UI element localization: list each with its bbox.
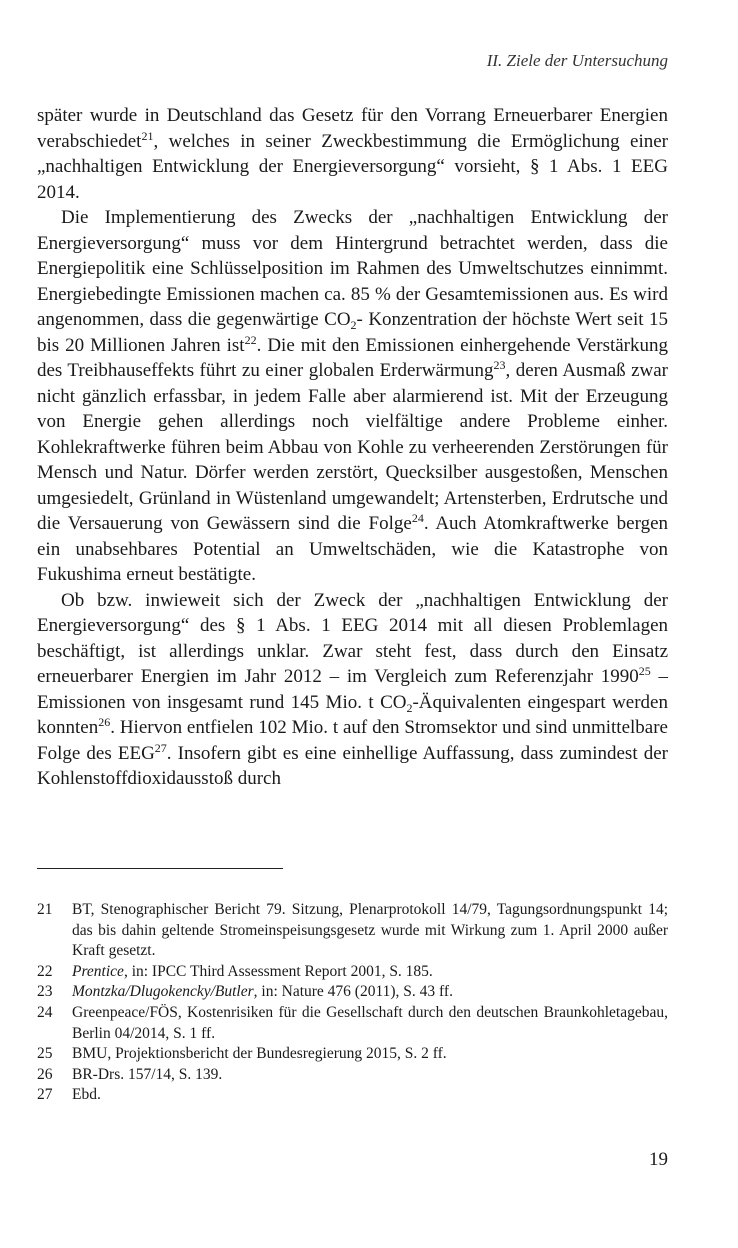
text-run: . Die mit den Emissionen einhergehende Verstärkung des Treibhauseffekts führt zu einer globalen Erderwärmung — [37, 334, 669, 381]
page-number: 19 — [649, 1149, 668, 1170]
footnote-number: 26 — [37, 1065, 53, 1083]
text-run: Ebd. — [72, 1086, 101, 1104]
paragraph — [37, 205, 668, 588]
footnote — [37, 1085, 668, 1106]
footnote — [37, 1044, 668, 1065]
text-run: später wurde in Deutschland das Gesetz für den Vorrang Erneuerbarer Energien verabschiedet — [37, 105, 668, 152]
footnote-reference: 23 — [493, 358, 506, 372]
paragraph — [37, 103, 668, 205]
text-run: , welches in seiner Zweckbestimmung die Ermöglichung einer „nachhaltigen Entwicklung der Energieversorgung“ vorsieht, § 1 Abs. 1 EEG 2014. — [37, 130, 668, 203]
footnote-text — [72, 1065, 668, 1086]
text-run: Die Implementierung des Zwecks der „nachhaltigen Entwicklung der Energieversorgung“ muss vor dem Hintergrund betrachtet werden, dass die Energiepolitik eine Schlüsselposition im Rahmen des Umweltschutzes einnimmt. Energiebedingte Emissionen machen ca. 85 % der Gesamtemissionen aus. Es wird angenommen, dass die gegenwärtige CO — [37, 207, 668, 330]
footnote-reference: 21 — [141, 128, 154, 143]
footnote-text — [72, 900, 668, 962]
text-run: – Emissionen von insgesamt rund 145 Mio. t CO — [37, 666, 669, 713]
footnote — [37, 1065, 668, 1086]
footnote-reference: 25 — [638, 664, 651, 678]
running-head: II. Ziele der Untersuchung — [486, 51, 668, 70]
footnote-number: 25 — [37, 1045, 53, 1063]
footnote — [37, 962, 668, 983]
text-run: . Insofern gibt es eine einhellige Auffassung, dass zumindest der Kohlenstoffdioxidausstoß durch — [37, 742, 668, 789]
text-run: -Äquivalenten eingespart werden konnten — [37, 691, 668, 738]
footnote-reference: 22 — [244, 332, 257, 347]
footnote-text — [72, 1085, 668, 1106]
footnote-text — [72, 962, 668, 983]
subscript: 2 — [406, 700, 413, 715]
author-name: Montzka/Dlugokencky/Butler — [72, 983, 254, 1001]
paragraph — [37, 588, 668, 792]
text-run: BMU, Projektionsbericht der Bundesregierung 2015, S. 2 ff. — [72, 1045, 447, 1063]
text-run: BR-Drs. 157/14, S. 139. — [72, 1065, 223, 1083]
footnote-reference: 26 — [98, 715, 111, 729]
footnote-reference: 27 — [154, 740, 167, 755]
footnote-text — [72, 1044, 668, 1065]
body-text — [37, 103, 668, 792]
footnote — [37, 982, 668, 1003]
footnote-number: 27 — [37, 1086, 53, 1104]
text-run: Greenpeace/FÖS, Kostenrisiken für die Gesellschaft durch den deutschen Braunkohletagebau, Berlin 04/2014, S. 1 ff. — [72, 1003, 668, 1042]
text-run: BT, Stenographischer Bericht 79. Sitzung, Plenarprotokoll 14/79, Tagungsordnungspunkt 14; das bis dahin geltende Stromeinspeisungsgesetz wurde mit Wirkung zum 1. April 2000 außer Kraft gesetzt. — [72, 901, 668, 960]
subscript: 2 — [350, 318, 357, 332]
text-run: . Hiervon entfielen 102 Mio. t auf den Stromsektor und sind unmittelbare Folge des EEG — [37, 717, 668, 764]
author-name: Prentice — [72, 962, 124, 980]
footnote-rule — [37, 868, 283, 869]
text-run: , in: Nature 476 (2011), S. 43 ff. — [253, 983, 453, 1001]
footnotes — [37, 900, 668, 1106]
footnote-text — [72, 982, 668, 1003]
text-run: Ob bzw. inwieweit sich der Zweck der „nachhaltigen Entwicklung der Energieversorgung“ des § 1 Abs. 1 EEG 2014 mit all diesen Problemlagen beschäftigt, ist allerdings unklar. Zwar steht fest, dass durch den Einsatz erneuerbarer Energien im Jahr 2012 – im Vergleich zum Referenzjahr 1990 — [37, 589, 668, 687]
footnote-number: 24 — [37, 1003, 53, 1021]
text-run: , deren Ausmaß zwar nicht gänzlich erfassbar, in jedem Falle aber alarmierend ist. Mit der Erzeugung von Energie gehen allerdings noch vielfältige andere Probleme einher. Kohlekraftwerke führen beim Abbau von Kohle zu verheerenden Zerstörungen für Mensch und Natur. Dörfer werden zerstört, Quecksilber ausgestoßen, Menschen umgesiedelt, Grünland in Wüstenland umgewandelt; Artensterben, Erdrutsche und die Versauerung von Gewässern sind die Folge — [37, 360, 669, 534]
footnote-number: 21 — [37, 901, 53, 918]
text-run: - Konzentration der höchste Wert seit 15 bis 20 Millionen Jahren ist — [37, 309, 668, 356]
footnote-reference: 24 — [411, 511, 424, 525]
footnote — [37, 900, 668, 962]
footnote-number: 22 — [37, 962, 53, 980]
footnote-number: 23 — [37, 983, 53, 1001]
footnote-text — [72, 1003, 668, 1044]
text-run: . Auch Atomkraftwerke bergen ein unabsehbares Potential an Umweltschäden, wie die Katastrophe von Fukushima erneut bestätigte. — [37, 513, 669, 585]
footnote — [37, 1003, 668, 1044]
text-run: , in: IPCC Third Assessment Report 2001, S. 185. — [123, 962, 433, 980]
